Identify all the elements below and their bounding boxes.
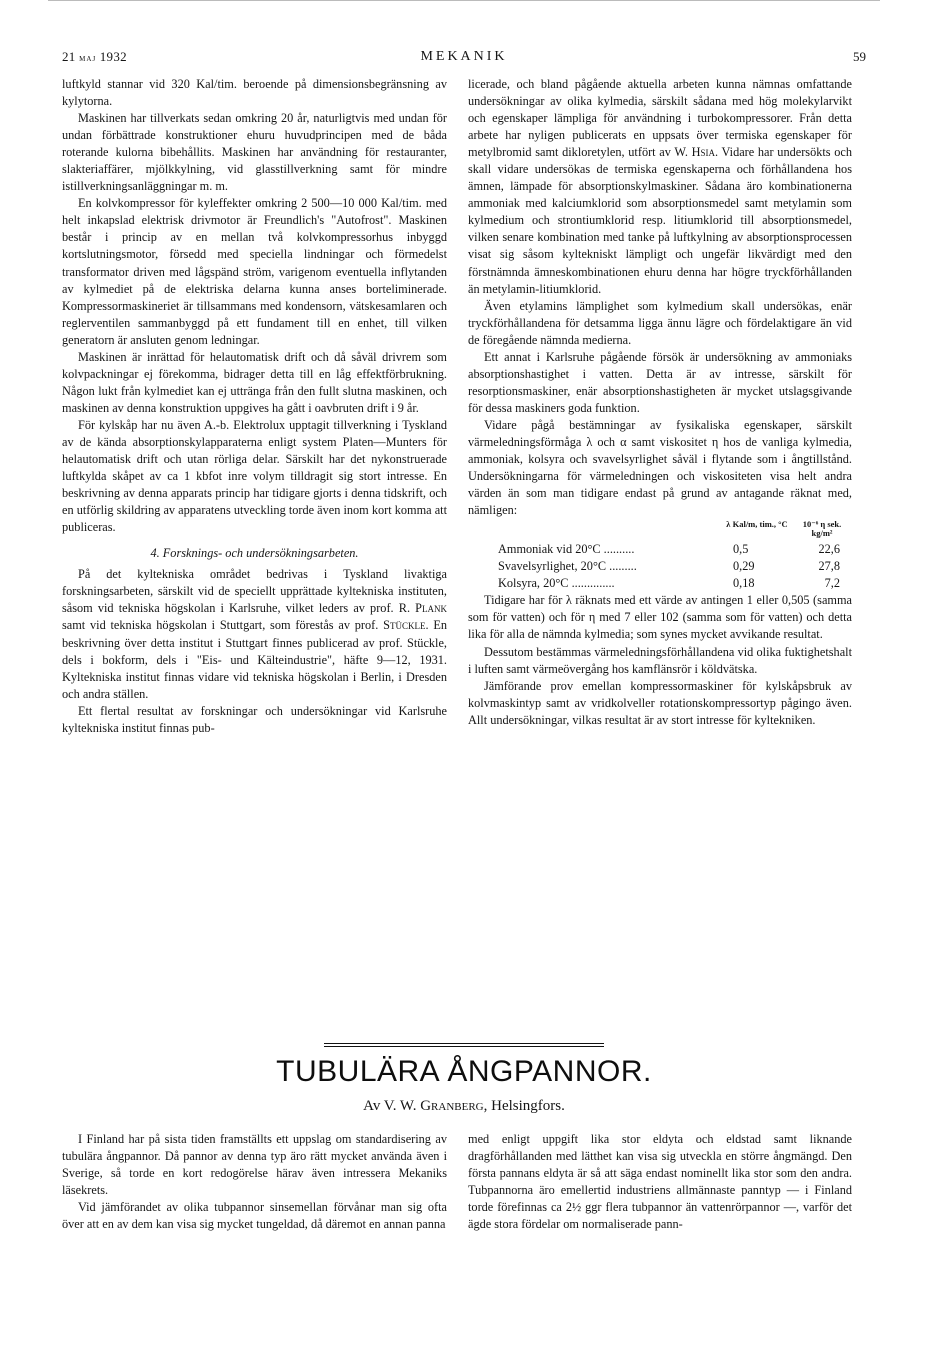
table-cell-label: Kolsyra, 20°C ..............	[498, 576, 615, 591]
header-date-day: 21	[62, 49, 76, 64]
section-divider	[324, 1046, 604, 1047]
person-name: Hsia	[691, 145, 715, 160]
paragraph: Dessutom bestämmas värmeledningsförhållandena vid olika fuktighetshalt i luften samt värmeövergång hos kamflänsrör i köldvätska.	[468, 644, 852, 676]
paragraph: Även etylamins lämplighet som kylmedium skall undersökas, enär tryckförhållandena för detsamma ligga ännu lägre och fördelaktigare än vid de föregående nämnda medierna.	[468, 298, 852, 347]
article-byline: Av V. W. Granberg, Helsingfors.	[363, 1098, 565, 1114]
header-date-year: 1932	[99, 49, 127, 64]
paragraph: Tidigare har för λ räknats med ett värde av antingen 1 eller 0,505 (samma som för vatten) och för η med 7 eller 102 (samma som för vatten) och detta lika för alla de nämnda kylmedia; som synes mycket avvikande resultat.	[468, 593, 852, 642]
table-cell-value: 22,6	[818, 542, 840, 557]
paragraph: med enligt uppgift lika stor eldyta och eldstad samt liknande dragförhållanden med lätthet kan visa sig utveckla en större ångmängd. Den första pannans eldyta är så att säga endast nominellt lika stor som den andra. Tubpannorna äro emellertid industriens allmännaste panntyp — i Finland torde förefinnas ca 2½ ggr flera tubpannor än vattenrörpannor —, varför det ägde stora fördelar om normaliserade pann-	[468, 1132, 852, 1232]
header-journal-title: MEKANIK	[420, 49, 508, 64]
paragraph: Ett flertal resultat av forskningar och undersökningar vid Karlsruhe kyltekniska institut finnas pub-	[62, 703, 447, 735]
paragraph: luftkyld stannar vid 320 Kal/tim. beroende på dimensionsbegränsning av kylytorna.	[62, 77, 447, 109]
table-cell-label: Svavelsyrlighet, 20°C .........	[498, 559, 637, 574]
article-title: TUBULÄRA ÅNGPANNOR.	[276, 1055, 652, 1088]
table-header-cell: 10⁻⁶ η sek. kg/m²	[802, 519, 842, 539]
table-header	[468, 520, 852, 538]
header-date-month: maj	[79, 53, 97, 64]
table-cell-label: Ammoniak vid 20°C ..........	[498, 542, 635, 557]
section-divider	[324, 1043, 604, 1044]
person-name: Plank	[415, 601, 448, 616]
person-name: Stückle	[383, 618, 426, 633]
table-cell-value: 0,18	[733, 576, 755, 591]
paragraph: Maskinen har tillverkats sedan omkring 20 år, naturligtvis med undan för undan förbättrade konstruktioner ehuru huvudprincipen med de båda roterande kulorna bibehållits. Maskinen har användning för restauranter, slakteriaffärer, mjölkkylning, vid glasstillverkning samt för mindre istillverkningsanläggningar m. m.	[62, 111, 447, 194]
paragraph: En kolvkompressor för kyleffekter omkring 2 500—10 000 Kal/tim. med helt inkapslad elektrisk drivmotor är Freundlich's "Autofrost". Maskinen består i princip av en mellan två kolvkompressorhus inbyggd kortslutningsmotor, försedd med speciella lindningar och förmedelst transformator driven med lågspänd ström, varigenom eventuella inflytanden av kylmediet på de elektriska delarna kunna anses borteliminerade. Kompressormaskineriet är tillsammans med kondensorn, vätskesamlaren och reglerventilen sammanbyggd på ett fundament till en enhet, till vilken generatorn är ansluten genom ledningar.	[62, 196, 447, 347]
table-cell-value: 7,2	[824, 576, 840, 591]
section-heading: 4. Forsknings- och undersökningsarbeten.	[150, 546, 359, 561]
paragraph: Maskinen är inrättad för helautomatisk drift och då såväl drivrem som kolvpackningar ej förekomma, bidrager detta till en låg effektförbrukning. Någon lukt från kylmediet kan ej uttränga från den fullt slutna maskinen, och maskinen av denna konstruktion uppgives ha gått i oavbruten drift i 9 år.	[62, 349, 447, 415]
table-row	[468, 541, 852, 558]
column-left-top	[62, 76, 447, 737]
paragraph: På det kyltekniska området bedrivas i Tyskland livaktiga forskningsarbeten, särskilt vid de speciellt upprättade kyltekniska instituten, såsom vid tekniska högskolan i Karlsruhe, vilket leders av prof. R. Plank samt vid tekniska högskolan i Stuttgart, som förestås av prof. Stückle. En beskrivning över detta institut i Stuttgart finnes publicerad av prof. Stückle, dels i bokform, dels i "Eis- und Kälteindustrie", häfte 9—12, 1931. Kyltekniska institut finnas vidare vid tekniska högskolan i Berlin, i Dresden och andra ställen.	[62, 567, 448, 701]
table-cell-value: 0,5	[733, 542, 749, 557]
paragraph: Ett annat i Karlsruhe pågående försök är undersökning av ammoniaks absorptionshastighet i vatten. Detta är av intresse, särskilt för resorptionsmaskiner, enär absorptionshastigheten är mycket utslagsgivande för dessa maskiners goda funktion.	[468, 349, 852, 415]
column-right-bottom	[468, 1131, 852, 1233]
paragraph: Vidare pågå bestämningar av fysikaliska egenskaper, särskilt värmeledningsförmåga λ och α samt viskositet η hos de vanliga kylmedia, ammoniak, kolsyra och svavelsyrlighet såväl i flytande som i ångtillstånd. Undersökningarna för värmeledningen och viskositeten visa helt andra värden än som man tidigare endast på grund av antagande räknat med, nämligen:	[468, 417, 852, 518]
column-left-bottom	[62, 1131, 447, 1233]
paragraph: licerade, och bland pågående aktuella arbeten kunna nämnas omfattande undersökningar av olika kylmedia, särskilt sådana med hög molekylarvikt och egenskaper lämpliga för användning i turbokompressorer. Från detta arbete har nyligen publicerats en uppsats över termiska egenskaper för metylbromid samt dikloretylen, utfört av W. Hsia. Vidare har undersökts och skall vidare undersökas de termiska egenskaperna och förhållandena hos ämnen, lämpade för absorptionskylmaskiner. Sådana äro kombinationerna ammoniak med kalciumklorid som absorptionsmedel samt metylamin som kylmedium och strontiumklorid resp. litiumklorid till absorptionsmedel, vilken senare kombination med tanke på luftkylning av absorptionsprocessen visat sig såsom kyltekniskt lämpligt och ungefär likvärdigt med den förstnämnda ämneskombinationen ehuru denna har högre tryckförhållanden än metylamin-litiumklorid.	[468, 77, 853, 296]
table-row	[468, 575, 852, 592]
table-row	[468, 558, 852, 575]
column-right-top	[468, 76, 852, 729]
paragraph: Jämförande prov emellan kompressormaskiner för kylskåpsbruk av kolvmaskintyp samt av vridkolveller rotationskompressortyp pågingo även. Allt undersökningar, vilkas resultat är av stort intresse för kyltekniken.	[468, 678, 852, 727]
paragraph: För kylskåp har nu även A.-b. Elektrolux upptagit tillverkning i Tyskland av de kända absorptionskylapparaterna enligt system Platen—Munters för helautomatisk drift och utan rörliga delar. Särskilt har det nykonstruerade luftkylda skåpet av ca 1 kbfot inre volym tilldragit sig stort intresse. En beskrivning av denna apparats princip har tidigare gjorts i denna tidskrift, och en utförlig skildring av apparatens utveckling torde även inom kort komma att publiceras.	[62, 417, 447, 535]
top-border-line	[48, 0, 880, 1]
table-cell-value: 27,8	[818, 559, 840, 574]
table-cell-value: 0,29	[733, 559, 755, 574]
paragraph: Vid jämförandet av olika tubpannor sinsemellan förvånar man sig ofta över att en av dem kan visa sig mycket tungeldad, då däremot en annan panna	[62, 1200, 447, 1232]
table-header-cell: λ Kal/m, tim., °C	[726, 519, 788, 530]
header-page-number: 59	[853, 49, 866, 64]
author-name: Granberg	[420, 1098, 484, 1114]
paragraph: I Finland har på sista tiden framställts ett uppslag om standardisering av tubulära ångpannor. Då pannor av denna typ äro rätt mycket använda även i Sverige, så torde en kort redogörelse härav även intressera Mekaniks läsekrets.	[62, 1132, 447, 1198]
